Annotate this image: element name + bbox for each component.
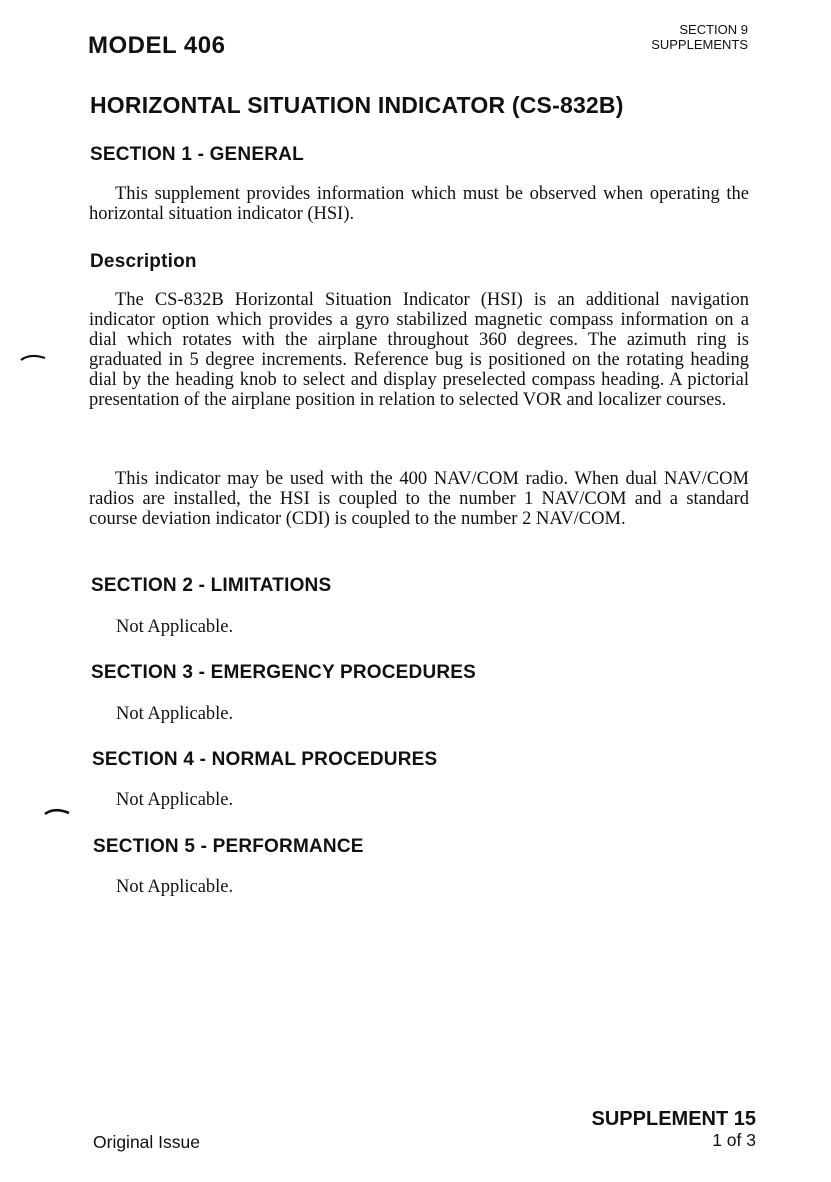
revision-mark bbox=[44, 806, 70, 816]
section5-heading: SECTION 5 - PERFORMANCE bbox=[93, 836, 364, 857]
section2-heading: SECTION 2 - LIMITATIONS bbox=[91, 575, 332, 596]
description-paragraph-2: This indicator may be used with the 400 NAV/COM radio. When dual NAV/COM radios are installed, the HSI is coupled to the number 1 NAV/COM and a standard course deviation indicator (CDI) is coupled to the number 2 NAV/COM. bbox=[89, 469, 749, 529]
supplement-number: SUPPLEMENT 15 bbox=[591, 1108, 756, 1130]
revision-mark bbox=[20, 352, 46, 362]
description-paragraph-1: The CS-832B Horizontal Situation Indicator (HSI) is an additional navigation indicator option which provides a gyro stabilized magnetic compass information on a dial which rotates with the airplane throughout 360 degrees. The azimuth ring is graduated in 5 degree increments. Reference bug is positioned on the rotating heading dial by the heading knob to select and display preselected compass heading. A pictorial presentation of the airplane position in relation to selected VOR and localizer courses. bbox=[89, 290, 749, 410]
model-label: MODEL 406 bbox=[88, 32, 226, 59]
section3-heading: SECTION 3 - EMERGENCY PROCEDURES bbox=[91, 662, 477, 683]
section4-heading: SECTION 4 - NORMAL PROCEDURES bbox=[92, 749, 438, 770]
document-title: HORIZONTAL SITUATION INDICATOR (CS-832B) bbox=[90, 92, 624, 118]
section1-heading: SECTION 1 - GENERAL bbox=[90, 144, 304, 165]
issue-label: Original Issue bbox=[93, 1132, 200, 1152]
section3-body: Not Applicable. bbox=[116, 704, 234, 724]
section4-body: Not Applicable. bbox=[116, 790, 234, 810]
section2-body: Not Applicable. bbox=[116, 617, 234, 637]
supplement-footer bbox=[592, 1108, 756, 1150]
section-header bbox=[651, 22, 748, 52]
section-number: SECTION 9 bbox=[679, 22, 748, 37]
section-name: SUPPLEMENTS bbox=[651, 37, 748, 52]
description-heading: Description bbox=[90, 251, 197, 272]
section1-intro: This supplement provides information which must be observed when operating the horizontal situation indicator (HSI). bbox=[89, 184, 749, 224]
section5-body: Not Applicable. bbox=[116, 877, 234, 897]
page-number: 1 of 3 bbox=[712, 1130, 756, 1150]
